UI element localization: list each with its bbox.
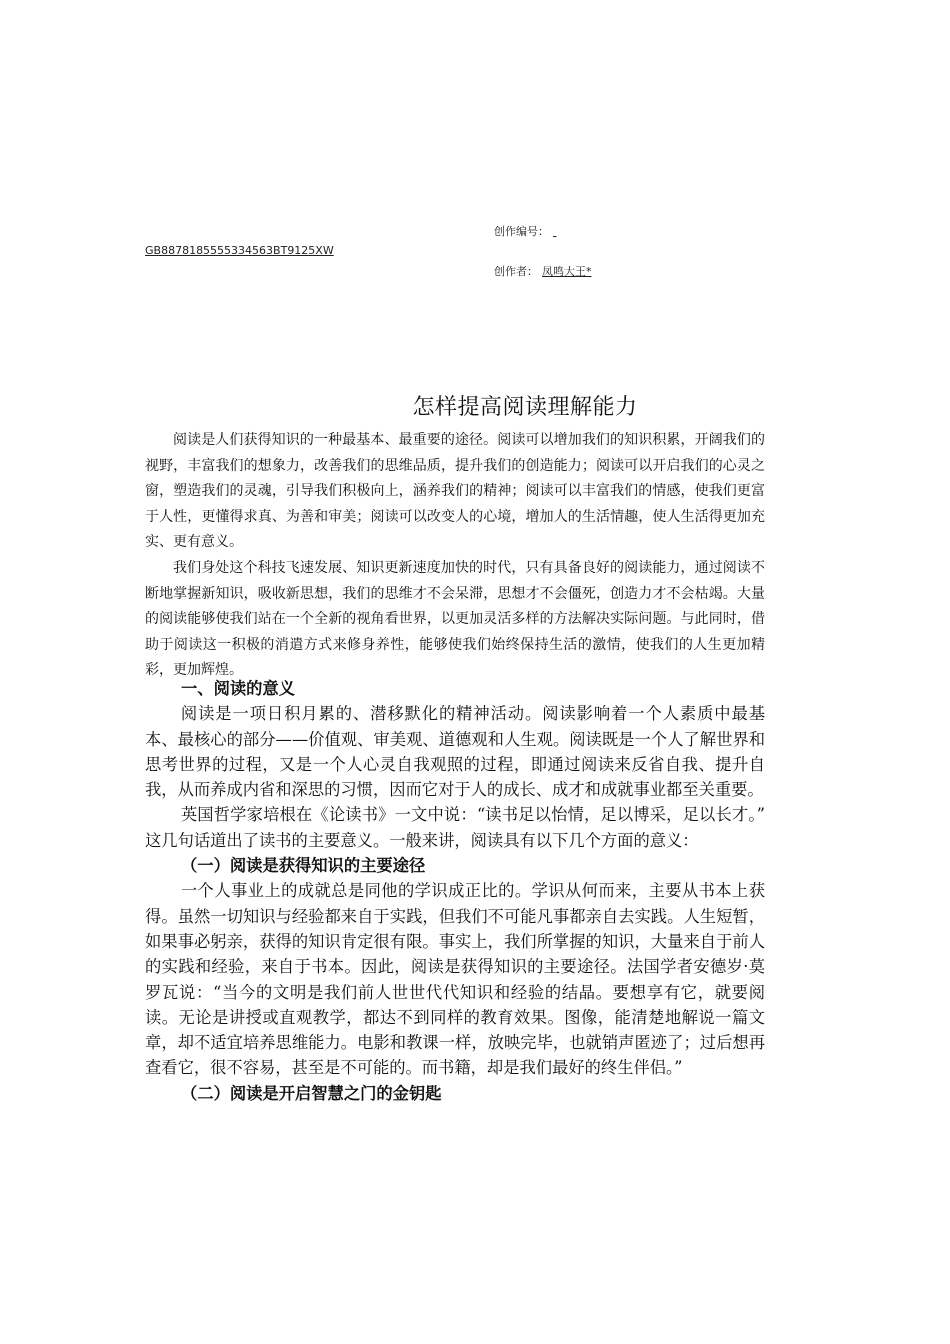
author-label: 创作者： xyxy=(494,265,538,278)
intro-paragraph-2: 我们身处这个科技飞速发展、知识更新速度加快的时代，只有具备良好的阅读能力，通过阅读不断地掌握新知识，吸收新思想，我们的思维才不会呆滞，思想才不会僵死，创造力才不会枯竭。大量的阅读能够使我们站在一个全新的视角看世界，以更加灵活多样的方法解决实际问题。与此同时，借助于阅读这一积极的消遣方式来修身养性，能够使我们始终保持生活的激情，使我们的人生更加精彩，更加辉煌。 xyxy=(145,559,765,679)
body-paragraph: 阅读是一项日积月累的、潜移默化的精神活动。阅读影响着一个人素质中最基本、最核心的部分——价值观、审美观、道德观和人生观。阅读既是一个人了解世界和思考世界的过程，又是一个人心灵自我观照的过程，即通过阅读来反省自我、提升自我，从而养成内省和深思的习惯，因而它对于人的成长、成才和成就事业都至关重要。 xyxy=(145,704,765,800)
section-heading-meaning: 一、阅读的意义 xyxy=(181,679,295,698)
document-title: 怎样提高阅读理解能力 xyxy=(412,395,638,420)
intro-section xyxy=(145,428,765,684)
body-paragraph: 一个人事业上的成就总是同他的学识成正比的。学识从何而来，主要从书本上获得。虽然一切知识与经验都来自于实践，但我们不可能凡事都亲自去实践。人生短暂，如果事必躬亲，获得的知识肯定很有限。事实上，我们所掌握的知识，大量来自于前人的实践和经验，来自于书本。因此，阅读是获得知识的主要途径。法国学者安德岁·莫罗瓦说：“当今的文明是我们前人世世代代知识和经验的结晶。要想享有它，就要阅读。无论是讲授或直观教学，都达不到同样的教育效果。图像，能清楚地解说一篇文章，却不适宜培养思维能力。电影和教课一样，放映完毕，也就销声匿迹了；过后想再查看它，很不容易，甚至是不可能的。而书籍，却是我们最好的终生伴侣。” xyxy=(145,881,765,1078)
creation-code-label xyxy=(494,223,557,239)
main-body xyxy=(145,676,765,1106)
author-value: 凤鸣大王* xyxy=(542,265,592,278)
creation-code-value: GB8878185555334563BT9125XW xyxy=(145,244,334,257)
author-line xyxy=(494,263,612,279)
subsection-heading-knowledge: （一）阅读是获得知识的主要途径 xyxy=(181,856,426,876)
body-paragraph: 英国哲学家培根在《论读书》一文中说：“读书足以怡情，足以博采，足以长才。” 这几句话道出了读书的主要意义。一般来讲，阅读具有以下几个方面的意义： xyxy=(145,805,765,850)
intro-paragraph-1: 阅读是人们获得知识的一种最基本、最重要的途径。阅读可以增加我们的知识积累，开阔我们的视野，丰富我们的想象力，改善我们的思维品质，提升我们的创造能力；阅读可以开启我们的心灵之窗，塑造我们的灵魂，引导我们积极向上，涵养我们的精神；阅读可以丰富我们的情感，使我们更富于人性，更懂得求真、为善和审美；阅读可以改变人的心境，增加人的生活情趣，使人生活得更加充实、更有意义。 xyxy=(145,432,765,551)
subsection-heading-wisdom: （二）阅读是开启智慧之门的金钥匙 xyxy=(181,1083,442,1103)
creation-code-label-text: 创作编号： xyxy=(494,225,549,238)
